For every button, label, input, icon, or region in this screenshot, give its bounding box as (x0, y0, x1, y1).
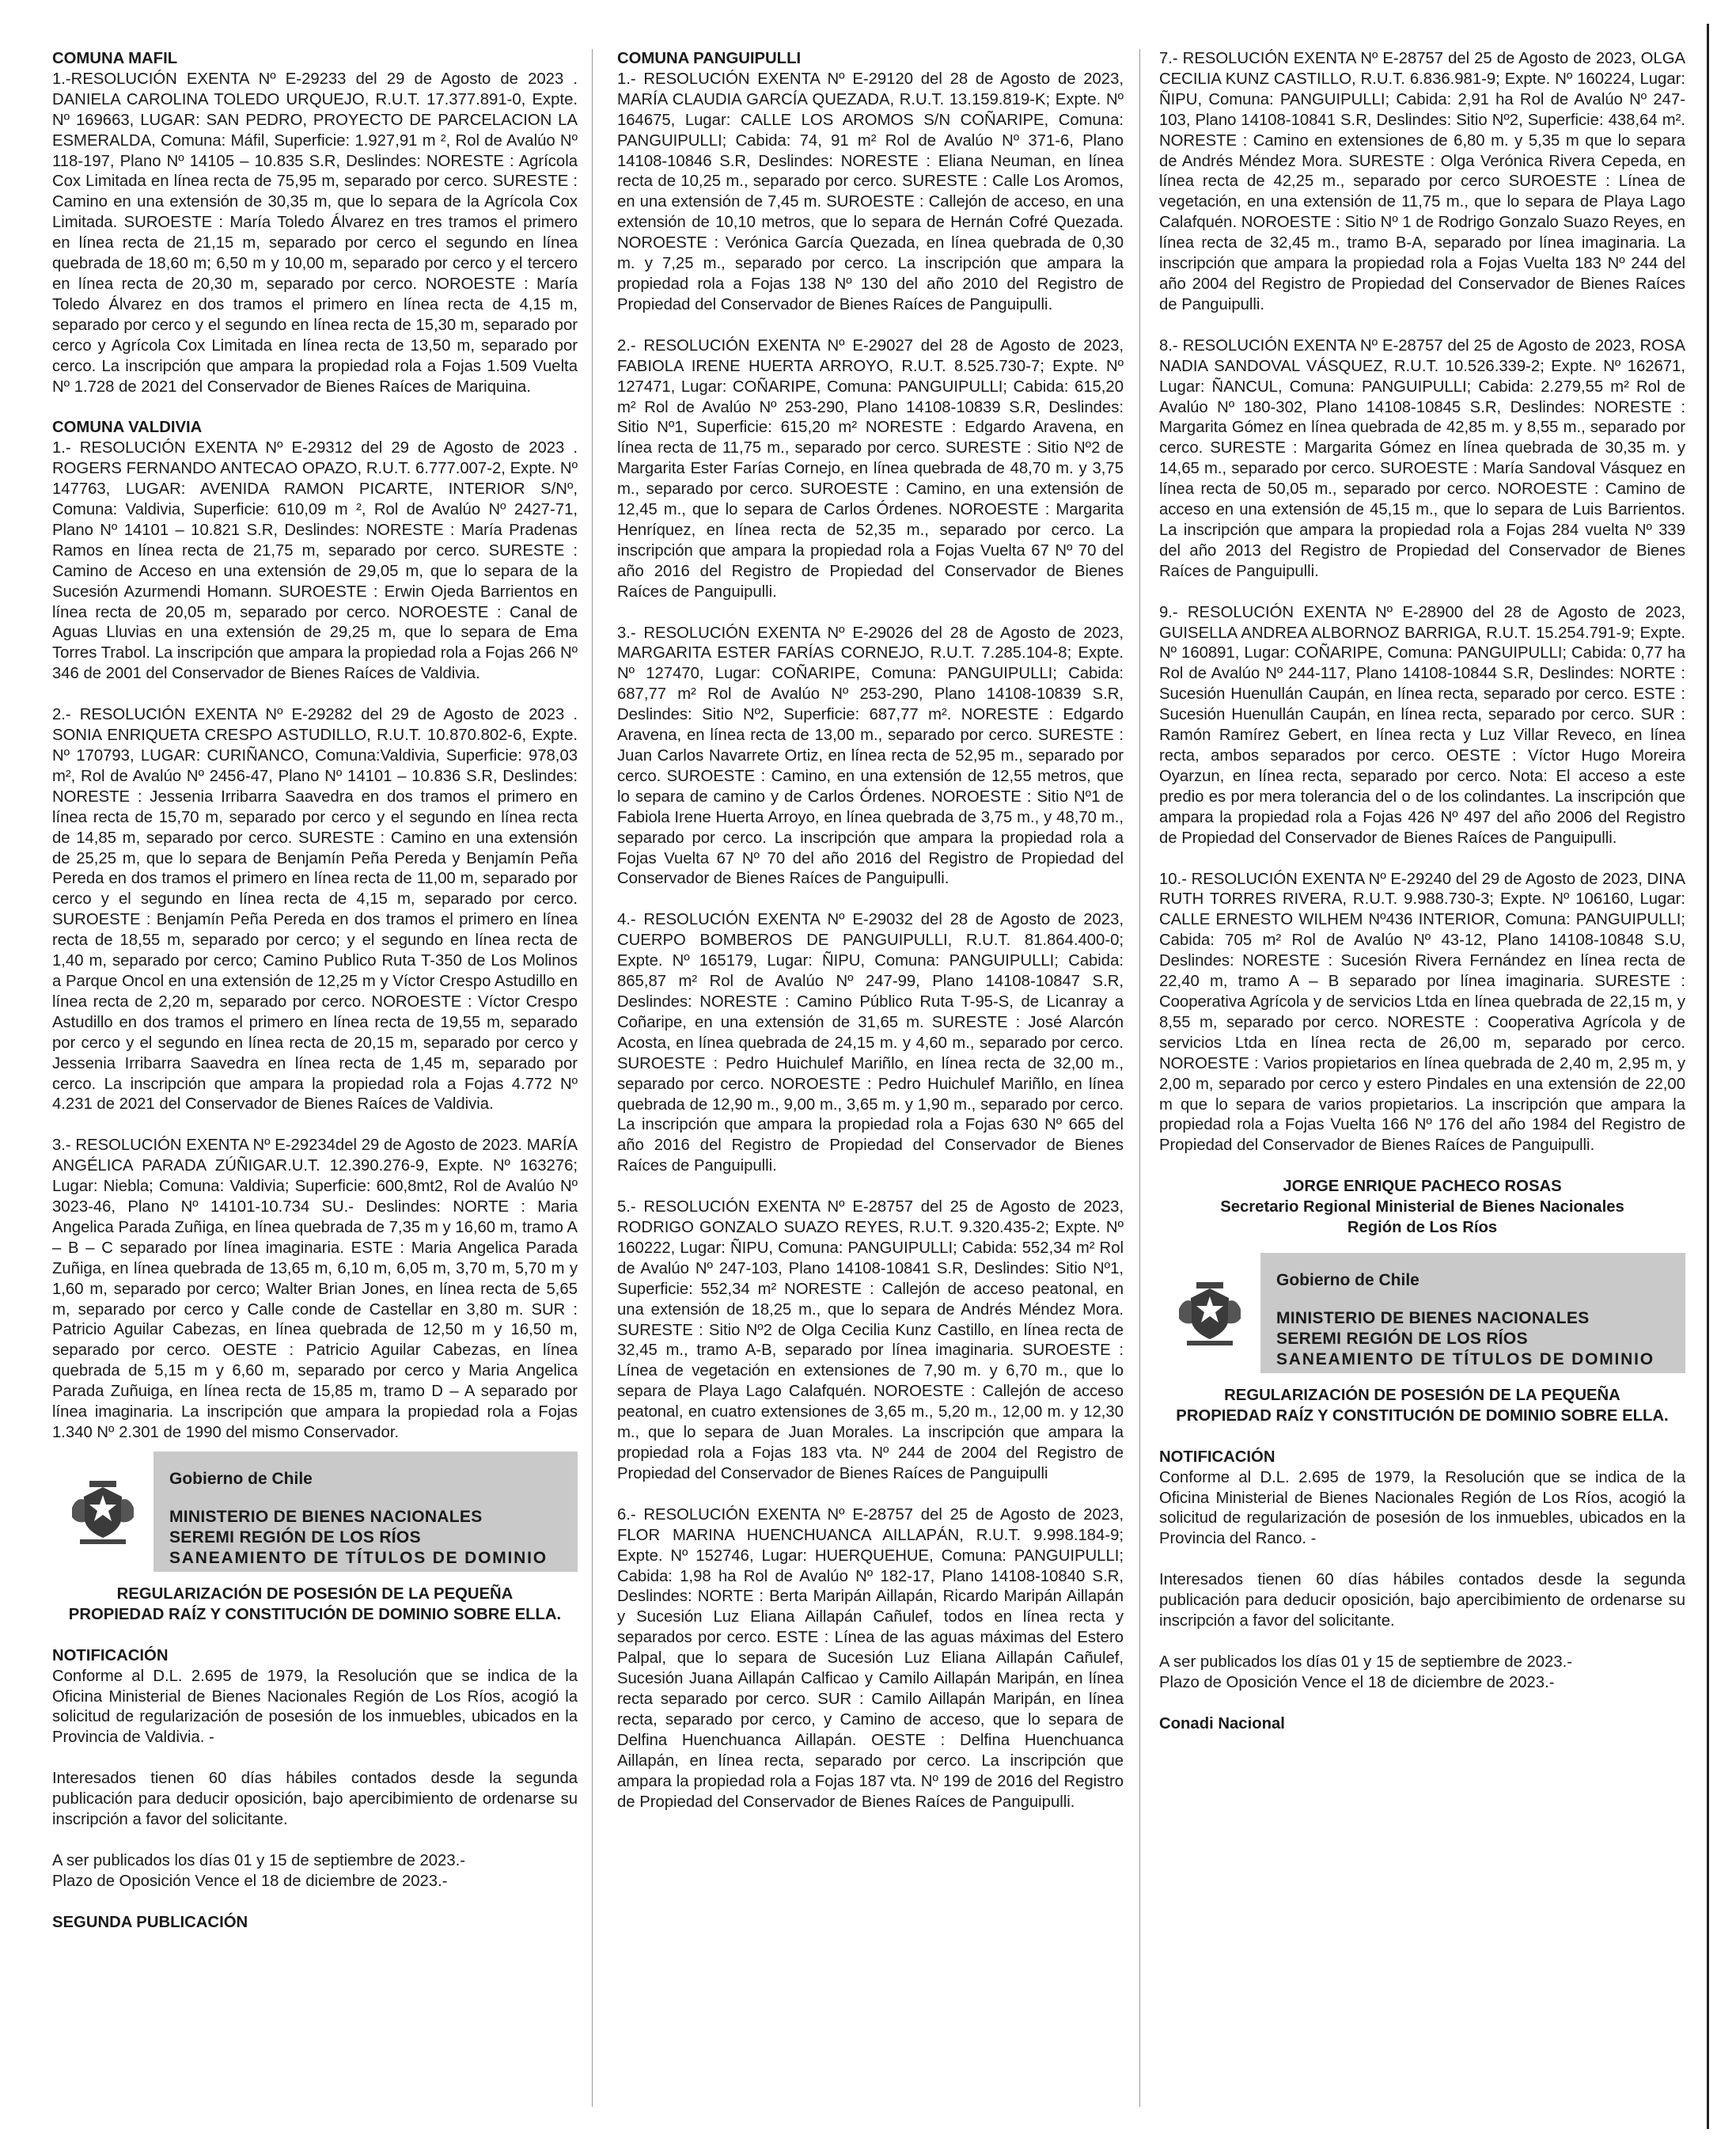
signer-region: Región de Los Ríos (1347, 1219, 1498, 1237)
regularizacion-title-1: REGULARIZACIÓN DE POSESIÓN DE LA PEQUEÑA (1224, 1386, 1620, 1404)
chile-coat-of-arms-icon (52, 1452, 154, 1572)
regularizacion-title-1: REGULARIZACIÓN DE POSESIÓN DE LA PEQUEÑA (116, 1584, 514, 1603)
saneamiento-name: SANEAMIENTO DE TÍTULOS DE DOMINIO (1276, 1349, 1655, 1368)
column-1 (52, 49, 578, 1934)
panguipulli-entry-2: 2.- RESOLUCIÓN EXENTA Nº E-29027 del 28 de Agosto de 2023, FABIOLA IRENE HUERTA ARROYO, R.U.T. 8.525.730-7; Expte. Nº 127471, Lugar: COÑARIPE, Comuna: PANGUIPULLI; Cabida: 615,20 m² Rol de Avalúo Nº 253-290, Plano 14108-10839 S.R, Deslindes: Sitio Nº1, Superficie: 615,20 m² NORESTE : Edgardo Aravena, en línea recta de 11,75 m., separado por cerco. SURESTE : Sitio Nº2 de Margarita Ester Farías Cornejo, en línea quebrada de 48,70 m. y 3,75 m., separado por cerco. SUROESTE : Camino, en una extensión de 12,45 m., que lo separa de Carlos Órdenes. NOROESTE : Margarita Henríquez, en línea recta de 52,35 m., separado por cerco. La inscripción que ampara la propiedad rola a Fojas Vuelta 67 Nº 70 del año 2016 del Registro de Propiedad del Conservador de Bienes Raíces de Panguipulli. (617, 336, 1124, 601)
notificacion-text-1: Conforme al D.L. 2.695 de 1979, la Resolución que se indica de la Oficina Ministerial de Bienes Nacionales Región de Los Ríos, acogió la solicitud de regularización de posesión de los inmuebles, ubicados en la Provincia del Ranco. - (1159, 1468, 1685, 1548)
panguipulli-entry-1: 1.- RESOLUCIÓN EXENTA Nº E-29120 del 28 de Agosto de 2023, MARÍA CLAUDIA GARCÍA QUEZADA, R.U.T. 13.159.819-K; Expte. Nº 164675, Lugar: CALLE LOS AROMOS S/N COÑARIPE, Comuna: PANGUIPULLI; Cabida: 74, 91 m² Rol de Avalúo Nº 371-6, Plano 14108-10846 S.R, Deslindes: NORESTE : Eliana Neuman, en línea recta de 10,25 m., separado por cerco. SURESTE : Calle Los Aromos, en una extensión de 7,45 m. SUROESTE : Callejón de acceso, en una extensión de 10,10 metros, que lo separa de Hernán Cofré Quezada. NOROESTE : Verónica García Quezada, en línea quebrada de 0,30 m. y 7,25 m., separado por cerco. La inscripción que ampara la propiedad rola a Fojas 138 Nº 130 del año 2010 del Registro de Propiedad del Conservador de Bienes Raíces de Panguipulli. (617, 70, 1124, 313)
opposition-deadline: Plazo de Oposición Vence el 18 de diciembre de 2023.- (1159, 1673, 1555, 1691)
signer-name: JORGE ENRIQUE PACHECO ROSAS (1283, 1178, 1562, 1196)
column-divider-2 (1139, 49, 1140, 2107)
panguipulli-entry-8: 8.- RESOLUCIÓN EXENTA Nº E-28757 del 25 de Agosto de 2023, ROSA NADIA SANDOVAL VÁSQUEZ, R.U.T. 10.526.339-2; Expte. Nº 162671, Lugar: ÑANCUL, Comuna: PANGUIPULLI; Cabida: 2.279,55 m² Rol de Avalúo Nº 180-302, Plano 14108-10845 S.R, Deslindes: NORESTE : Margarita Gómez en línea quebrada de 42,85 m. y 8,55 m., separado por cerco. SURESTE : Margarita Gómez en línea quebrada de 30,35 m. y 14,65 m., separado por cerco. SUROESTE : María Sandoval Vásquez en línea recta de 50,05 m., separado por cerco. NOROESTE : Camino de acceso en una extensión de 45,15 m., que lo separa de Luis Barrientos. La inscripción que ampara la propiedad rola a Fojas 284 vuelta Nº 339 del año 2013 del Registro de Propiedad del Conservador de Bienes Raíces de Panguipulli. (1159, 336, 1685, 580)
ministry-lines (1276, 1308, 1655, 1370)
column-3 (1159, 49, 1685, 1735)
regularizacion-title-2: PROPIEDAD RAÍZ Y CONSTITUCIÓN DE DOMINIO SOBRE ELLA. (1176, 1406, 1669, 1425)
signer-title: Secretario Regional Ministerial de Bienes Nacionales (1220, 1198, 1624, 1216)
publication-dates: A ser publicados los días 01 y 15 de septiembre de 2023.- (52, 1851, 466, 1869)
comuna-mafil-heading: COMUNA MAFIL (52, 50, 178, 67)
panguipulli-entry-5: 5.- RESOLUCIÓN EXENTA Nº E-28757 del 25 de Agosto de 2023, RODRIGO GONZALO SUAZO REYES, R.U.T. 9.320.435-2; Expte. Nº 160222, Lugar: ÑIPU, Comuna: PANGUIPULLI; Cabida: 552,34 m² Rol de Avalúo Nº 247-103, Plano 14108-10841 S.R, Deslindes: Sitio Nº1, Superficie: 552,34 m² NORESTE : Callejón de acceso peatonal, en una extensión de 18,25 m., que lo separa de Andrés Méndez Mora. SURESTE : Sitio Nº2 de Olga Cecilia Kunz Castillo, en línea recta de 32,45 m., tramo A-B, separado por línea imaginaria. SUROESTE : Línea de vegetación en extensiones de 7,90 m. y 6,70 m., que lo separa de Playa Lago Calafquén. NOROESTE : Callejón de acceso peatonal, en cuatro extensiones de 3,65 m., 5,20 m., 12,00 m. y 12,30 m., que lo separa de Juan Morales. La inscripción que ampara la propiedad rola a Fojas 183 vta. Nº 244 de 2004 del Registro de Propiedad del Conservador de Bienes Raíces de Panguipulli (617, 1198, 1124, 1482)
valdivia-entry-1: 1.- RESOLUCIÓN EXENTA Nº E-29312 del 29 de Agosto de 2023 . ROGERS FERNANDO ANTECAO OPAZO, R.U.T. 6.777.007-2, Expte. Nº 147763, LUGAR: AVENIDA RAMON PICARTE, INTERIOR S/Nº, Comuna: Valdivia, Superficie: 610,09 m ², Rol de Avalúo Nº 2427-71, Plano Nº 14101 – 10.821 S.R, Deslindes: NORESTE : María Pradenas Ramos en línea recta de 21,75 m, separado por cerco. SURESTE : Camino de Acceso en una extensión de 29,05 m, que lo separa de la Sucesión Azurmendi Homann. SUROESTE : Erwin Ojeda Barrientos en línea recta de 20,05 m, separado por cerco. NOROESTE : Canal de Aguas Lluvias en una extensión de 29,25 m, que lo separa de Ema Torres Trabol. La inscripción que ampara la propiedad rola a Fojas 266 Nº 346 de 2001 del Conservador de Bienes Raíces de Valdivia. (52, 439, 578, 683)
ministry-name: MINISTERIO DE BIENES NACIONALES (1276, 1308, 1590, 1327)
ministry-name: MINISTERIO DE BIENES NACIONALES (169, 1507, 483, 1526)
notificacion-heading: NOTIFICACIÓN (1159, 1448, 1275, 1466)
comuna-valdivia-heading: COMUNA VALDIVIA (52, 419, 203, 437)
panguipulli-entry-10: 10.- RESOLUCIÓN EXENTA Nº E-29240 del 29 de Agosto de 2023, DINA RUTH TORRES RIVERA, R.U.T. 9.988.730-3; Expte. Nº 106160, Lugar: CALLE ERNESTO WILHEM Nº436 INTERIOR, Comuna: PANGUIPULLI; Cabida: 705 m² Rol de Avalúo Nº 43-12, Plano 14108-10848 S.U, Deslindes: NORESTE : Sucesión Rivera Fernández en línea recta de 22,40 m, tramo A – B separado por línea imaginaria. SURESTE : Cooperativa Agrícola y de servicios Ltda en línea quebrada de 22,15 m, y 8,55 m, separado por cerco. NORESTE : Cooperativa Agrícola y de servicios Ltda en línea recta de 26,00 m, separado por cerco. NOROESTE : Varios propietarios en línea quebrada de 2,40 m, 2,95 m, y 2,00 m, separado por cerco y estero Pindales en una extensión de 22,00 m que lo separa de varios propietarios. La inscripción que ampara la propiedad rola a Fojas Vuelta 166 Nº 176 del año 1984 del Registro de Propiedad del Conservador de Bienes Raíces de Panguipulli. (1159, 870, 1685, 1155)
panguipulli-entry-9: 9.- RESOLUCIÓN EXENTA Nº E-28900 del 28 de Agosto de 2023, GUISELLA ANDREA ALBORNOZ BARRIGA, R.U.T. 15.254.791-9; Expte. Nº 160891, Lugar: COÑARIPE, Comuna: PANGUIPULLI; Cabida: 0,77 ha Rol de Avalúo Nº 244-117, Plano 14108-10844 S.R, Deslindes: NORTE : Sucesión Huenullán Caupán, en línea recta, separado por cerco. ESTE : Sucesión Huenullán Caupán, en línea recta, separado por cerco. SUR : Ramón Ramírez Gebert, en línea recta y Luz Villar Reveco, en línea recta, ambos separados por cerco. OESTE : Víctor Hugo Moreira Oyarzun, en línea recta, separado por cerco. Nota: El acceso a este predio es por mera tolerancia del o de los colindantes. La inscripción que ampara la propiedad rola a Fojas 426 Nº 497 del año 2006 del Registro de Propiedad del Conservador de Bienes Raíces de Panguipulli. (1159, 603, 1685, 847)
opposition-deadline: Plazo de Oposición Vence el 18 de diciembre de 2023.- (52, 1872, 448, 1890)
seremi-name: SEREMI REGIÓN DE LOS RÍOS (169, 1528, 421, 1546)
comuna-panguipulli-heading: COMUNA PANGUIPULLI (617, 50, 802, 67)
gobierno-banner-2 (1159, 1253, 1685, 1373)
notificacion-text-1: Conforme al D.L. 2.695 de 1979, la Resolución que se indica de la Oficina Ministerial de Bienes Nacionales Región de Los Ríos, acogió la solicitud de regularización de posesión de los inmuebles, ubicados en la Provincia de Valdivia. - (52, 1667, 578, 1747)
panguipulli-entry-6: 6.- RESOLUCIÓN EXENTA Nº E-28757 del 25 de Agosto de 2023, FLOR MARINA HUENCHUANCA AILLAPÁN, R.U.T. 9.998.184-9; Expte. Nº 152746, Lugar: HUERQUEHUE, Comuna: PANGUIPULLI; Cabida: 1,98 ha Rol de Avalúo Nº 182-17, Plano 14108-10840 S.R, Deslindes: NORTE : Berta Maripán Aillapán, Ricardo Maripán Aillapán y Sucesión Luz Eliana Aillapán Cañulef, todos en línea recta y separados por cerco. ESTE : Línea de las aguas máximas del Estero Palpal, que lo separa de Sucesión Luz Eliana Aillapán Cañulef, Sucesión Juana Aillapán Calficao y Camilo Aillapán Maripán, en línea recta separado por cerco. SUR : Camilo Aillapán Maripán, en línea recta, separado por cerco, y Camino de acceso, que lo separa de Delfina Huenchuanca Aillapán. OESTE : Delfina Huenchuanca Aillapán, en línea recta, separado por cerco. La inscripción que ampara la propiedad rola a Fojas 187 vta. Nº 199 de 2016 del Registro de Propiedad del Conservador de Bienes Raíces de Panguipulli. (617, 1505, 1124, 1811)
gobierno-label: Gobierno de Chile (1276, 1270, 1420, 1289)
column-2 (617, 49, 1124, 1833)
valdivia-entry-2: 2.- RESOLUCIÓN EXENTA Nº E-29282 del 29 de Agosto de 2023 . SONIA ENRIQUETA CRESPO ASTUDILLO, R.U.T. 10.870.802-6, Expte. Nº 170793, LUGAR: CURIÑANCO, Comuna:Valdivia, Superficie: 978,03 m², Rol de Avalúo Nº 2456-47, Plano Nº 14101 – 10.836 S.R, Deslindes: NORESTE : Jessenia Irribarra Saavedra en dos tramos el primero en línea recta de 15,70 m, separado por cerco y el segundo en línea recta de 14,85 m, separado por cerco. SURESTE : Camino en una extensión de 25,25 m, que lo separa de Benjamín Peña Pereda y Benjamín Peña Pereda en dos tramos el primero en línea recta de 11,00 m, separado por cerco y el segundo en línea recta de 4,15 m, separado por cerco. SUROESTE : Benjamín Peña Pereda en dos tramos el primero en línea recta de 18,55 m, separado por cerco; y el segundo en línea recta de 1,40 m, separado por cerco; Camino Publico Ruta T-350 de Los Molinos a Parque Oncol en una extensión de 12,25 m y Víctor Crespo Astudillo en línea recta de 2,20 m, separado por cerco. NOROESTE : Víctor Crespo Astudillo en dos tramos el primero en línea recta de 19,55 m, separado por cerco y el segundo en línea recta de 20,15 m, separado por cerco y Jessenia Irribarra Saavedra en línea recta de 1,45 m, separado por cerco. La inscripción que ampara la propiedad rola a Fojas 4.772 Nº 4.231 de 2021 del Conservador de Bienes Raíces de Valdivia. (52, 706, 578, 1114)
publication-dates: A ser publicados los días 01 y 15 de septiembre de 2023.- (1159, 1653, 1573, 1671)
panguipulli-entry-3: 3.- RESOLUCIÓN EXENTA Nº E-29026 del 28 de Agosto de 2023, MARGARITA ESTER FARÍAS CORNEJO, R.U.T. 7.285.104-8; Expte. Nº 127470, Lugar: COÑARIPE, Comuna: PANGUIPULLI; Cabida: 687,77 m² Rol de Avalúo Nº 253-290, Plano 14108-10839 S.R, Deslindes: Sitio Nº2, Superficie: 687,77 m². NORESTE : Edgardo Aravena, en línea recta de 13,00 m., separado por cerco. SURESTE : Juan Carlos Navarrete Ortiz, en línea recta de 52,95 m., separado por cerco. SUROESTE : Camino, en una extensión de 12,55 metros, que lo separa de camino y de Carlos Órdenes. NOROESTE : Sitio Nº1 de Fabiola Irene Huerta Arroyo, en línea quebrada de 3,75 m., y 48,70 m., separado por cerco. La inscripción que ampara la propiedad rola a Fojas Vuelta 67 Nº 70 del año 2016 del Registro de Propiedad del Conservador de Bienes Raíces de Panguipulli. (617, 624, 1124, 888)
conadi-footer: Conadi Nacional (1159, 1714, 1285, 1732)
ministry-lines (169, 1507, 548, 1569)
panguipulli-entry-7: 7.- RESOLUCIÓN EXENTA Nº E-28757 del 25 de Agosto de 2023, OLGA CECILIA KUNZ CASTILLO, R.U.T. 6.836.981-9; Expte. Nº 160224, Lugar: ÑIPU, Comuna: PANGUIPULLI; Cabida: 2,91 ha Rol de Avalúo Nº 247-103, Plano 14108-10841 S.R, Deslindes: Sitio Nº2, Superficie: 438,64 m². NORESTE : Camino en extensiones de 6,80 m. y 5,35 m que lo separa de Andrés Méndez Mora. SURESTE : Olga Verónica Rivera Cepeda, en línea recta de 42,25 m., separado por cerco SUROESTE : Línea de vegetación, en una extensión de 11,75 m., que lo separa de Playa Lago Calafquén. NOROESTE : Sitio Nº 1 de Rodrigo Gonzalo Suazo Reyes, en línea recta de 32,45 m., tramo B-A, separado por línea imaginaria. La inscripción que ampara la propiedad rola a Fojas Vuelta 183 Nº 244 del año 2004 del Registro de Propiedad del Conservador de Bienes Raíces de Panguipulli. (1159, 50, 1685, 313)
notificacion-text-2: Interesados tienen 60 días hábiles contados desde la segunda publicación para deducir oposición, bajo apercibimiento de ordenarse su inscripción a favor del solicitante. (1159, 1571, 1685, 1630)
regularizacion-title-2: PROPIEDAD RAÍZ Y CONSTITUCIÓN DE DOMINIO SOBRE ELLA. (68, 1605, 562, 1623)
notificacion-text-2: Interesados tienen 60 días hábiles contados desde la segunda publicación para deducir oposición, bajo apercibimiento de ordenarse su inscripción a favor del solicitante. (52, 1770, 578, 1829)
seremi-name: SEREMI REGIÓN DE LOS RÍOS (1276, 1329, 1528, 1348)
right-border-line (1707, 24, 1709, 2129)
column-divider-1 (592, 49, 593, 2107)
saneamiento-name: SANEAMIENTO DE TÍTULOS DE DOMINIO (169, 1548, 548, 1567)
gobierno-label: Gobierno de Chile (169, 1469, 313, 1488)
segunda-publicacion: SEGUNDA PUBLICACIÓN (52, 1913, 248, 1931)
mafil-entry-1: 1.-RESOLUCIÓN EXENTA Nº E-29233 del 29 de Agosto de 2023 . DANIELA CAROLINA TOLEDO URQUEJO, R.U.T. 17.377.891-0, Expte. Nº 169663, LUGAR: SAN PEDRO, PROYECTO DE PARCELACION LA ESMERALDA, Comuna: Máfil, Superficie: 1.927,91 m ², Rol de Avalúo Nº 118-197, Plano Nº 14105 – 10.835 S.R, Deslindes: NORESTE : Agrícola Cox Limitada en línea recta de 75,95 m, separado por cerco. SURESTE : Camino en una extensión de 30,35 m, que lo separa de la Agrícola Cox Limitada. SUROESTE : María Toledo Álvarez en tres tramos el primero en línea recta de 21,15 m, separado por cerco el segundo en línea quebrada de 18,60 m; 6,50 m y 10,00 m, separado por cerco y el tercero en línea recta de 20,30 m, separado por cerco. NOROESTE : María Toledo Álvarez en dos tramos el primero en línea recta de 4,15 m, separado por cerco y el segundo en línea recta de 15,30 m, separado por cerco y Agrícola Cox Limitada en línea recta de 13,50 m, separado por cerco. La inscripción que ampara la propiedad rola a Fojas 1.509 Vuelta Nº 1.728 de 2021 del Conservador de Bienes Raíces de Mariquina. (52, 70, 578, 396)
gobierno-banner (52, 1452, 578, 1572)
signature-block (1159, 1177, 1685, 1239)
panguipulli-entry-4: 4.- RESOLUCIÓN EXENTA Nº E-29032 del 28 de Agosto de 2023, CUERPO BOMBEROS DE PANGUIPULLI, R.U.T. 81.864.400-0; Expte. Nº 165179, Lugar: ÑIPU, Comuna: PANGUIPULLI; Cabida: 865,87 m² Rol de Avalúo Nº 247-99, Plano 14108-10847 S.R, Deslindes: NORESTE : Camino Público Ruta T-95-S, de Licanray a Coñaripe, en una extensión de 31,65 m. SURESTE : José Alarcón Acosta, en línea quebrada de 24,15 m. y 4,60 m., separado por cerco. SUROESTE : Pedro Huichulef Mariñlo, en línea recta de 32,00 m., separado por cerco. NOROESTE : Pedro Huichulef Mariñlo, en línea quebrada de 12,90 m., 9,00 m., 3,65 m. y 1,90 m., separado por cerco. La inscripción que ampara la propiedad rola a Fojas 630 Nº 665 del año 2016 del Registro de Propiedad del Conservador de Bienes Raíces de Panguipulli. (617, 911, 1124, 1175)
valdivia-entry-3: 3.- RESOLUCIÓN EXENTA Nº E-29234del 29 de Agosto de 2023. MARÍA ANGÉLICA PARADA ZÚÑIGAR.U.T. 12.390.276-9, Expte. Nº 163276; Lugar: Niebla; Comuna: Valdivia; Superficie: 600,8mt2, Rol de Avalúo Nº 3023-46, Plano Nº 14101-10.734 SU.- Deslindes: NORTE : Maria Angelica Parada Zuñiga, en línea quebrada de 7,35 m y 16,60 m, tramo A – B – C separado por línea imaginaria. ESTE : Maria Angelica Parada Zuñiga, en línea quebrada de 13,65 m, 6,10 m, 6,05 m, 3,70 m, 5,70 m y 1,60 m, separado por cerco; Walter Brian Jones, en línea recta de 5,65 m, separado por cerco y Calle conde de Castellar en 3,80 m. SUR : Patricio Aguilar Cabezas, en línea quebrada de 12,50 m y 16,50 m, separado por cerco. OESTE : Patricio Aguilar Cabezas, en línea quebrada de 5,15 m y 6,60 m, separado por cerco y Maria Angelica Parada Zuñuiga, en línea recta de 15,85 m, tramo D – A separado por línea imaginaria. La inscripción que ampara la propiedad rola a Fojas 1.340 Nº 2.301 de 1990 del mismo Conservador. (52, 1137, 578, 1441)
chile-coat-of-arms-icon (1159, 1253, 1260, 1373)
notificacion-heading: NOTIFICACIÓN (52, 1646, 169, 1664)
